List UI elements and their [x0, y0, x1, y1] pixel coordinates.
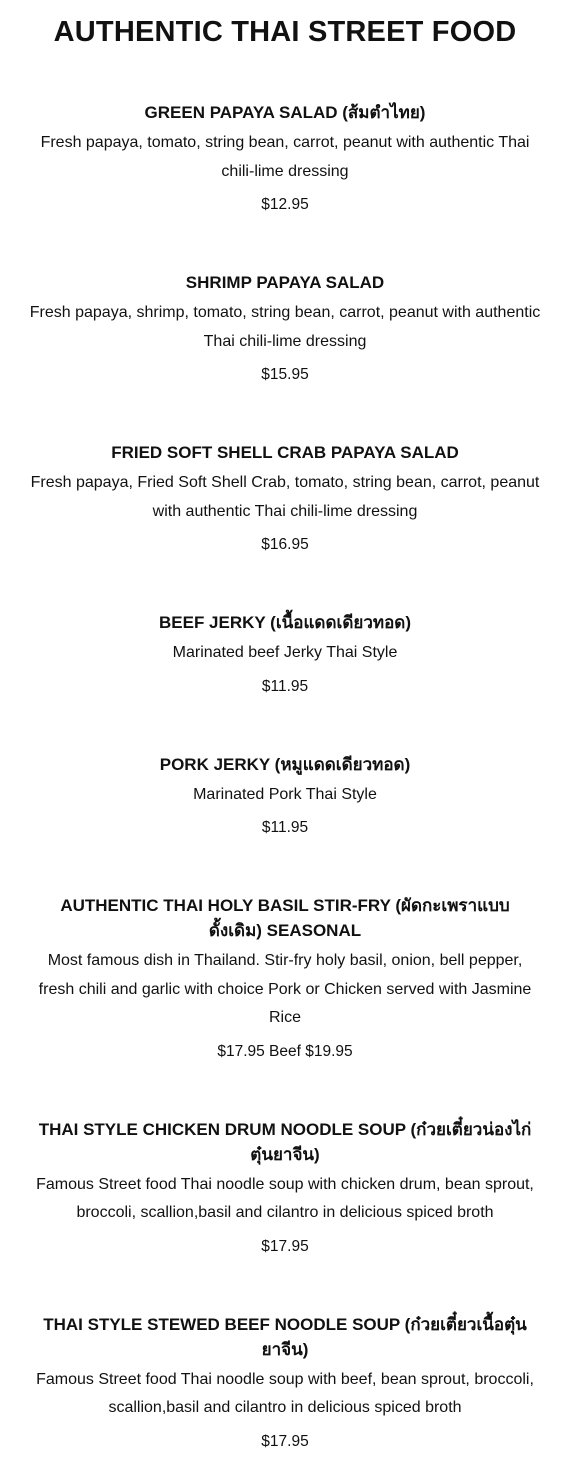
menu-item-price: $12.95	[261, 196, 309, 213]
menu-item-name: GREEN PAPAYA SALAD (ส้มตำไทย)	[144, 103, 426, 122]
menu-item	[28, 752, 542, 840]
menu-item-name: PORK JERKY (หมูแดดเดียวทอด)	[159, 754, 411, 774]
menu-item-name: BEEF JERKY (เนื้อแดดเดียวทอด)	[159, 613, 411, 632]
menu-item-price: $17.95 Beef $19.95	[217, 1042, 353, 1060]
menu-item	[28, 1312, 542, 1453]
menu-item-price: $11.95	[261, 819, 309, 836]
menu-item-name: SHRIMP PAPAYA SALAD	[185, 273, 385, 292]
menu-item-price: $17.95	[261, 1432, 309, 1450]
menu-item-name: THAI STYLE CHICKEN DRUM NOODLE SOUP (ก๋วยเตี๋ยวน่องไก่ตุ๋นยาจีน)	[38, 1119, 532, 1164]
menu-item-list	[28, 100, 542, 1453]
menu-item-price: $16.95	[261, 536, 309, 553]
menu-item-price: $11.95	[261, 677, 309, 695]
menu-item-description: Fresh papaya, shrimp, tomato, string bean, carrot, peanut with authentic Thai chili-lime dressing	[29, 304, 541, 350]
menu-item	[28, 893, 542, 1063]
menu-item	[28, 1117, 542, 1258]
menu-item-name: AUTHENTIC THAI HOLY BASIL STIR-FRY (ผัดกะเพราแบบดั้งเดิม) SEASONAL	[60, 896, 510, 940]
menu-item-name: FRIED SOFT SHELL CRAB PAPAYA SALAD	[111, 443, 459, 462]
menu-item-name: THAI STYLE STEWED BEEF NOODLE SOUP (ก๋วยเตี๋ยวเนื้อตุ๋นยาจีน)	[43, 1314, 527, 1359]
menu-item-description: Marinated Pork Thai Style	[193, 785, 377, 803]
menu-item-description: Fresh papaya, tomato, string bean, carrot, peanut with authentic Thai chili-lime dressing	[40, 134, 530, 180]
menu-item-description: Most famous dish in Thailand. Stir-fry holy basil, onion, bell pepper, fresh chili and garlic with choice Pork or Chicken served with Jasmine Rice	[38, 952, 532, 1026]
menu-item	[28, 100, 542, 216]
menu-item-price: $17.95	[261, 1237, 309, 1255]
menu-item	[28, 270, 542, 386]
menu-item-price: $15.95	[261, 366, 309, 383]
menu-item	[28, 440, 542, 556]
menu-item-description: Famous Street food Thai noodle soup with beef, bean sprout, broccoli, scallion,basil and cilantro in delicious spiced broth	[36, 1370, 534, 1416]
menu-item-description: Marinated beef Jerky Thai Style	[172, 644, 398, 661]
menu-title: AUTHENTIC THAI STREET FOOD	[53, 16, 517, 48]
menu-item	[28, 610, 542, 698]
menu-item-description: Famous Street food Thai noodle soup with chicken drum, bean sprout, broccoli, scallion,basil and cilantro in delicious spiced broth	[36, 1175, 534, 1221]
menu-item-description: Fresh papaya, Fried Soft Shell Crab, tomato, string bean, carrot, peanut with authentic Thai chili-lime dressing	[30, 474, 540, 520]
